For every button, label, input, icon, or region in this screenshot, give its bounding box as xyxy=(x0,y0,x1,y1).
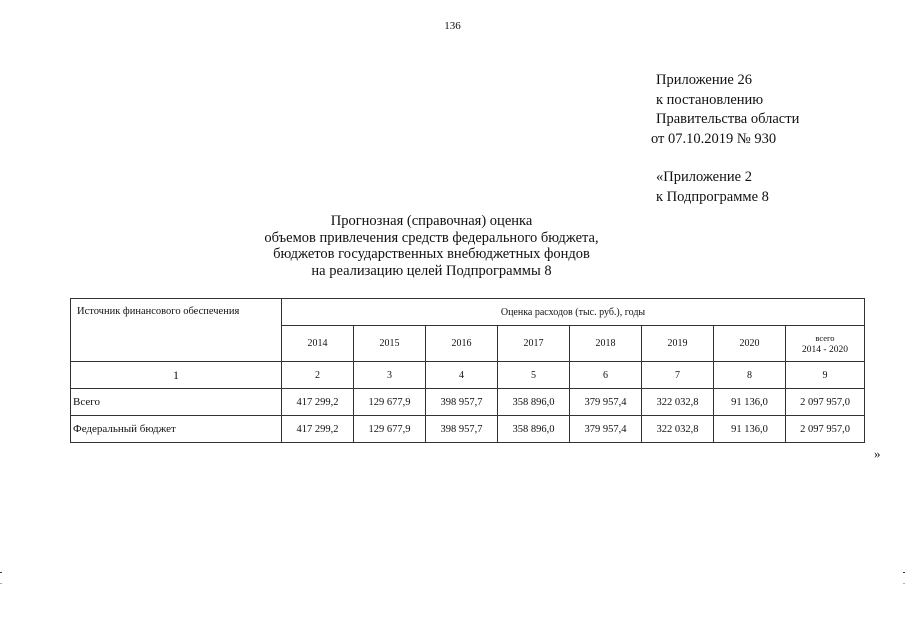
scan-mark xyxy=(0,572,2,573)
appendix-date: от 07.10.2019 № 930 xyxy=(651,130,777,147)
column-number: 8 xyxy=(714,362,786,389)
column-number: 9 xyxy=(786,362,865,389)
table-cell: 358 896,0 xyxy=(498,389,570,416)
table-cell: 2 097 957,0 xyxy=(786,416,865,443)
table-row-federal xyxy=(71,416,865,443)
table-header-row xyxy=(71,299,865,326)
column-numbers-row xyxy=(71,362,865,389)
table-cell: 2 097 957,0 xyxy=(786,389,865,416)
appendix-header xyxy=(651,71,799,207)
table-cell: 129 677,9 xyxy=(354,416,426,443)
column-number: 4 xyxy=(426,362,498,389)
title-line-1: Прогнозная (справочная) оценка xyxy=(330,213,533,229)
year-header: 2017 xyxy=(498,326,570,362)
scan-mark xyxy=(0,583,2,584)
total-header xyxy=(786,326,865,362)
table-row-total xyxy=(71,389,865,416)
closing-quote: » xyxy=(874,446,881,461)
title-line-4: на реализацию целей Подпрограммы 8 xyxy=(311,262,552,279)
column-number: 7 xyxy=(642,362,714,389)
column-number: 3 xyxy=(354,362,426,389)
table-cell: 398 957,7 xyxy=(426,416,498,443)
title-line-2: объемов привлечения средств федерального бюджета, xyxy=(264,229,599,246)
spacer xyxy=(651,149,799,168)
year-header: 2016 xyxy=(426,326,498,362)
title-line-3: бюджетов государственных внебюджетных фондов xyxy=(273,246,590,262)
table-cell: 417 299,2 xyxy=(282,416,354,443)
table-cell: 417 299,2 xyxy=(282,389,354,416)
table-cell: 91 136,0 xyxy=(714,389,786,416)
table-cell: 91 136,0 xyxy=(714,416,786,443)
column-number: 6 xyxy=(570,362,642,389)
source-header: Источник финансового обеспечения xyxy=(71,299,282,362)
year-header: 2020 xyxy=(714,326,786,362)
appendix-line-1: Приложение 26 xyxy=(656,72,752,88)
total-header-label: всего xyxy=(815,332,835,343)
estimate-header: Оценка расходов (тыс. руб.), годы xyxy=(282,299,865,326)
funding-table xyxy=(70,298,865,443)
table-cell: 322 032,8 xyxy=(642,389,714,416)
table-cell: 129 677,9 xyxy=(354,389,426,416)
appendix-line-5: «Приложение 2 xyxy=(656,169,752,185)
table-cell: 379 957,4 xyxy=(570,416,642,443)
column-number: 1 xyxy=(71,362,282,389)
year-header: 2019 xyxy=(642,326,714,362)
year-header: 2015 xyxy=(354,326,426,362)
row-label: Всего xyxy=(71,389,282,416)
column-number: 2 xyxy=(282,362,354,389)
appendix-line-2: к постановлению xyxy=(656,91,764,108)
year-header: 2018 xyxy=(570,326,642,362)
table-cell: 379 957,4 xyxy=(570,389,642,416)
row-label: Федеральный бюджет xyxy=(71,416,282,443)
year-header: 2014 xyxy=(282,326,354,362)
column-number: 5 xyxy=(498,362,570,389)
appendix-line-6: к Подпрограмме 8 xyxy=(656,188,769,205)
table-cell: 398 957,7 xyxy=(426,389,498,416)
total-header-range: 2014 - 2020 xyxy=(802,344,848,355)
table-cell: 322 032,8 xyxy=(642,416,714,443)
table-cell: 358 896,0 xyxy=(498,416,570,443)
document-title xyxy=(0,213,905,279)
page-number: 136 xyxy=(444,20,461,32)
appendix-line-3: Правительства области xyxy=(656,111,800,127)
